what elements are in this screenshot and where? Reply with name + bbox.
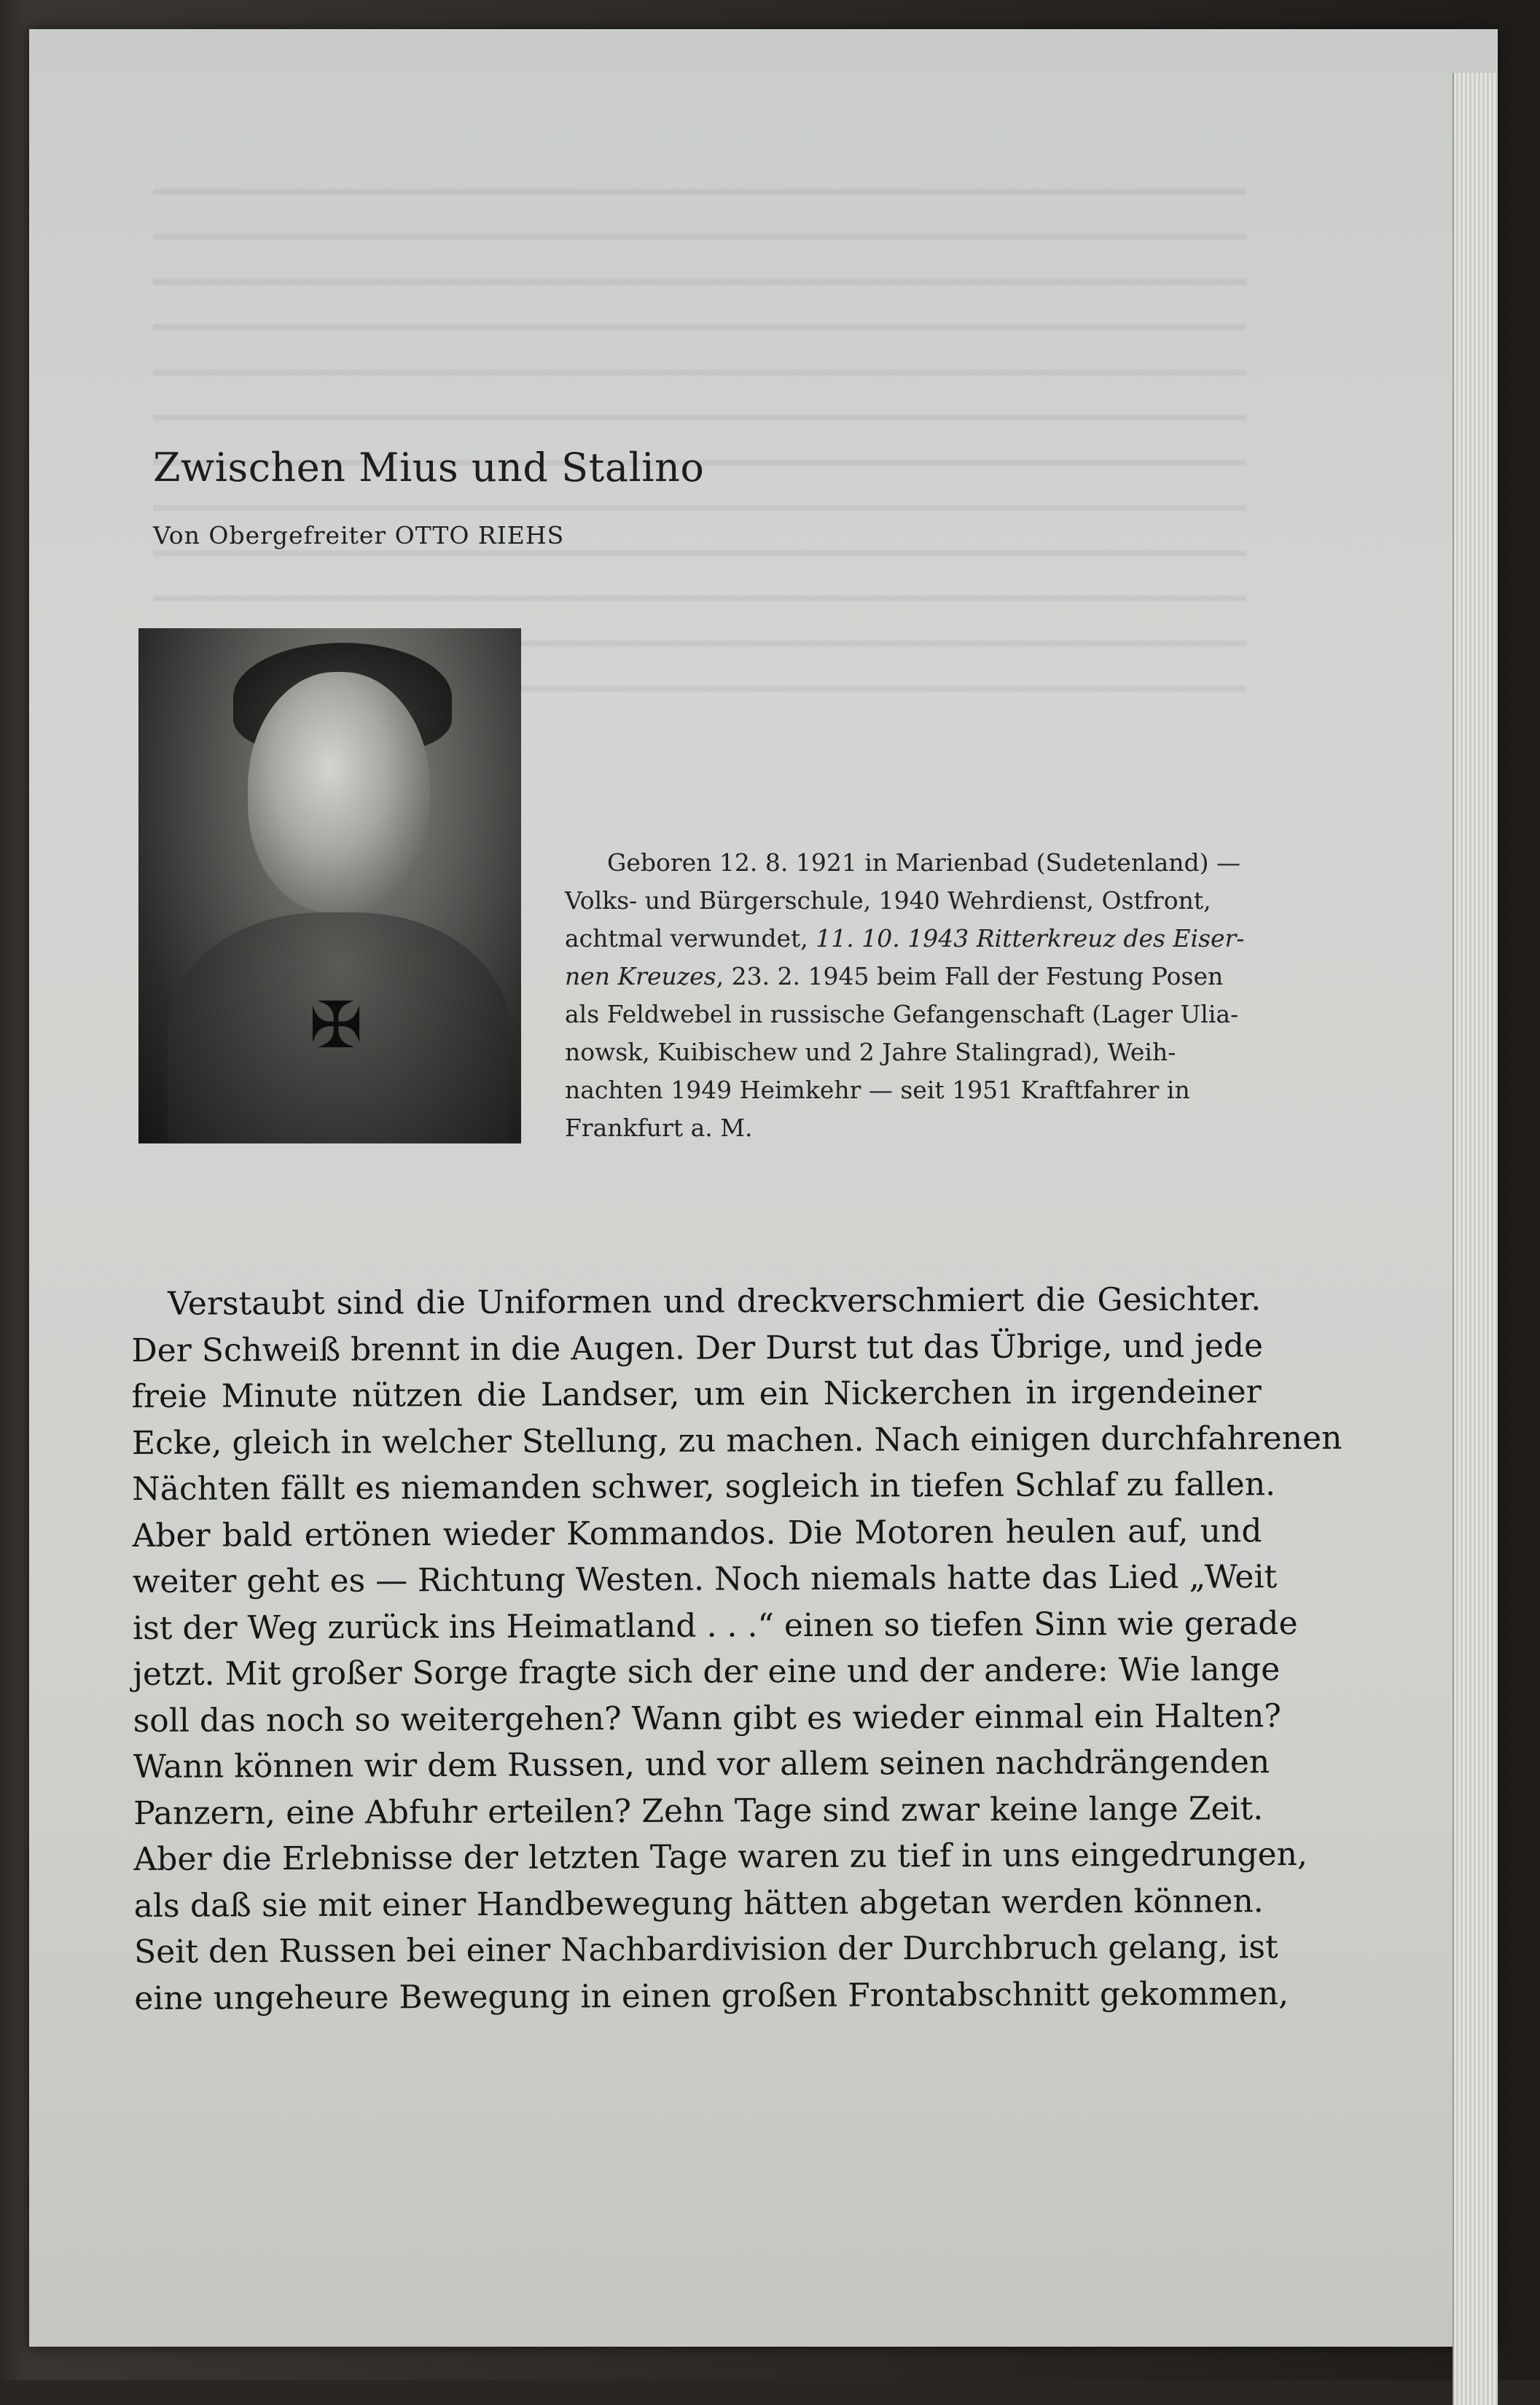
body-line: Aber bald ertönen wieder Kommandos. Die Motoren heulen auf, und [132, 1512, 1262, 1555]
chapter-byline: Von Obergefreiter OTTO RIEHS [153, 521, 565, 550]
page-edges [1453, 73, 1498, 2405]
book-page [29, 29, 1498, 2347]
body-line: soll das noch so weitergehen? Wann gibt es wieder einmal ein Halten? [133, 1697, 1281, 1740]
bio-italic: nen Kreuzes [565, 962, 716, 990]
body-line: weiter geht es — Richtung Westen. Noch niemals hatte das Lied „Weit [132, 1558, 1278, 1600]
author-biography [565, 844, 1257, 1147]
bio-line [565, 920, 1257, 958]
body-line: Verstaubt sind die Uniformen und dreckverschmiert die Gesichter. [168, 1280, 1262, 1323]
body-line: Nächten fällt es niemanden schwer, sogleich in tiefen Schlaf zu fallen. [132, 1466, 1276, 1508]
body-line: Der Schweiß brennt in die Augen. Der Durst tut das Übrige, und jede [131, 1326, 1264, 1369]
body-line: Aber die Erlebnisse der letzten Tage waren zu tief in uns eingedrungen, [133, 1835, 1308, 1878]
bio-line: als Feldwebel in russische Gefangenschaft (Lager Ulia- [565, 1000, 1239, 1028]
body-text [131, 1276, 1342, 2022]
author-portrait [138, 628, 521, 1143]
bio-text: achtmal verwundet, [565, 924, 816, 953]
bio-line: nowsk, Kuibischew und 2 Jahre Stalingrad), Weih- [565, 1038, 1176, 1066]
bio-line: nachten 1949 Heimkehr — seit 1951 Kraftfahrer in [565, 1076, 1190, 1104]
bio-line: Volks- und Bürgerschule, 1940 Wehrdienst, Ostfront, [565, 886, 1211, 915]
bio-line: Frankfurt a. M. [565, 1114, 753, 1142]
bio-line [565, 958, 1257, 996]
body-line: Panzern, eine Abfuhr erteilen? Zehn Tage sind zwar keine lange Zeit. [133, 1789, 1264, 1832]
body-line: Ecke, gleich in welcher Stellung, zu machen. Nach einigen durchfahrenen [131, 1419, 1342, 1462]
chapter-title: Zwischen Mius und Stalino [153, 445, 705, 490]
body-line: eine ungeheure Bewegung in einen großen Frontabschnitt gekommen, [134, 1974, 1289, 2017]
bio-text: , 23. 2. 1945 beim Fall der Festung Posen [716, 962, 1224, 990]
bio-italic: 11. 10. 1943 Ritterkreuz des Eiser- [816, 924, 1245, 953]
knights-cross-icon: ✠ [309, 988, 363, 1063]
body-line: als daß sie mit einer Handbewegung hätten abgetan werden können. [133, 1882, 1264, 1925]
body-line: freie Minute nützen die Landser, um ein Nickerchen in irgendeiner [131, 1373, 1262, 1415]
portrait-face [248, 672, 430, 912]
body-line: Seit den Russen bei einer Nachbardivision der Durchbruch gelang, ist [133, 1928, 1278, 1971]
body-line: jetzt. Mit großer Sorge fragte sich der eine und der andere: Wie lange [133, 1651, 1281, 1693]
body-line: ist der Weg zurück ins Heimatland . . .“ einen so tiefen Sinn wie gerade [132, 1604, 1298, 1647]
body-line: Wann können wir dem Russen, und vor allem seinen nachdrängenden [133, 1743, 1270, 1786]
bio-line: Geboren 12. 8. 1921 in Marienbad (Sudetenland) — [607, 848, 1241, 877]
